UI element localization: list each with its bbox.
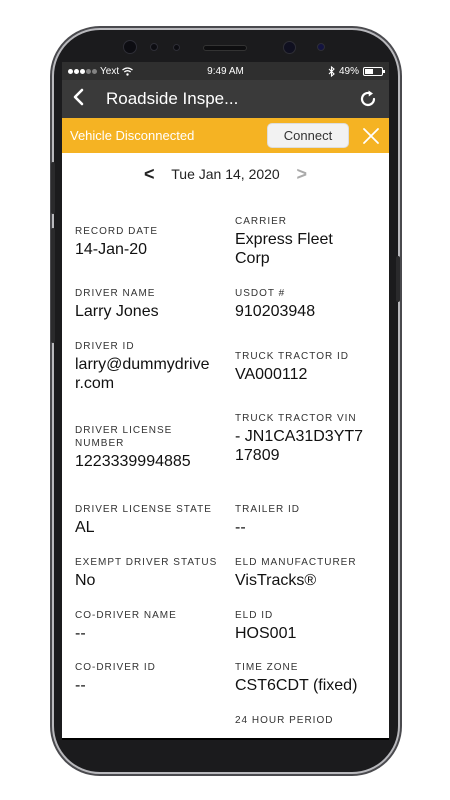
field-label: CARRIER	[235, 216, 288, 227]
field-value: --	[235, 519, 246, 536]
field-eld-id	[235, 609, 385, 643]
field-label: DRIVER NAME	[75, 288, 156, 299]
app-screen	[62, 62, 389, 738]
close-icon	[361, 126, 381, 146]
battery-percent: 49%	[338, 65, 359, 77]
field-value: - JN1CA31D3YT717809	[235, 428, 364, 464]
sensor	[150, 43, 158, 51]
field-label: DRIVER LICENSE NUMBER	[75, 425, 173, 449]
front-camera	[123, 40, 137, 54]
back-button[interactable]	[72, 88, 94, 110]
field-exempt-driver-status	[75, 556, 225, 590]
field-label: RECORD DATE	[75, 226, 159, 237]
field-value: 1223339994885	[75, 453, 191, 470]
sensor	[317, 43, 325, 51]
field-label: TRUCK TRACTOR VIN	[235, 413, 357, 424]
phone-top-hardware	[0, 0, 450, 64]
field-value: Express Fleet Corp	[235, 231, 333, 267]
field-usdot	[235, 287, 385, 321]
selected-date: Tue Jan 14, 2020	[171, 166, 280, 182]
field-label: CO-DRIVER ID	[75, 662, 156, 673]
side-button	[51, 162, 55, 214]
vehicle-disconnected-banner	[62, 118, 389, 153]
field-carrier	[235, 215, 365, 268]
field-value: Larry Jones	[75, 303, 159, 320]
field-label: DRIVER LICENSE STATE	[75, 504, 212, 515]
field-value: HOS001	[235, 625, 297, 642]
refresh-icon	[357, 88, 379, 110]
field-driver-id	[75, 340, 215, 393]
field-driver-license-number	[75, 424, 205, 471]
field-24-hour-period	[235, 714, 385, 727]
field-label: TRUCK TRACTOR ID	[235, 351, 349, 362]
iris-camera	[283, 41, 296, 54]
field-label: ELD MANUFACTURER	[235, 557, 357, 568]
field-label: EXEMPT DRIVER STATUS	[75, 557, 218, 568]
field-label: CO-DRIVER NAME	[75, 610, 177, 621]
field-co-driver-name	[75, 609, 225, 643]
field-value: 910203948	[235, 303, 316, 320]
field-value: --	[75, 625, 86, 642]
page-title: Roadside Inspe...	[106, 89, 239, 108]
battery-icon	[363, 67, 383, 76]
date-selector	[62, 153, 389, 195]
close-banner-button[interactable]	[361, 126, 381, 146]
field-label: DRIVER ID	[75, 341, 135, 352]
chevron-left-icon	[72, 88, 84, 106]
battery-fill	[365, 69, 373, 74]
field-value: --	[75, 677, 86, 694]
earpiece-speaker	[203, 45, 247, 51]
status-bar	[62, 62, 389, 80]
field-driver-license-state	[75, 503, 225, 537]
nav-bar	[62, 80, 389, 118]
field-value: CST6CDT (fixed)	[235, 677, 358, 694]
field-label: TIME ZONE	[235, 662, 299, 673]
field-value: VisTracks®	[235, 572, 317, 589]
side-button	[396, 256, 400, 302]
field-value: 14-Jan-20	[75, 241, 148, 258]
carrier-name: Yext	[100, 65, 120, 77]
field-value: larry@dummydriver.com	[75, 356, 210, 392]
field-value: AL	[75, 519, 95, 536]
field-time-zone	[235, 661, 385, 695]
refresh-button[interactable]	[357, 88, 379, 110]
field-label: TRAILER ID	[235, 504, 301, 515]
field-co-driver-id	[75, 661, 225, 695]
screen-bottom-edge	[62, 738, 389, 740]
next-day-button[interactable]: >	[296, 163, 307, 184]
field-eld-manufacturer	[235, 556, 385, 590]
field-driver-name	[75, 287, 225, 321]
field-trailer-id	[235, 503, 385, 537]
field-label: 24 HOUR PERIOD	[235, 715, 334, 726]
field-truck-tractor-id	[235, 350, 385, 384]
field-value: No	[75, 572, 96, 589]
banner-message: Vehicle Disconnected	[70, 128, 195, 143]
status-time: 9:49 AM	[207, 65, 244, 77]
field-value: VA000112	[235, 366, 308, 383]
field-truck-tractor-vin	[235, 412, 370, 465]
field-label: USDOT #	[235, 288, 286, 299]
field-record-date	[75, 225, 225, 259]
previous-day-button[interactable]: <	[144, 163, 155, 184]
side-button	[51, 297, 55, 343]
connect-button[interactable]: Connect	[267, 123, 349, 148]
sensor	[173, 44, 180, 51]
field-label: ELD ID	[235, 610, 274, 621]
